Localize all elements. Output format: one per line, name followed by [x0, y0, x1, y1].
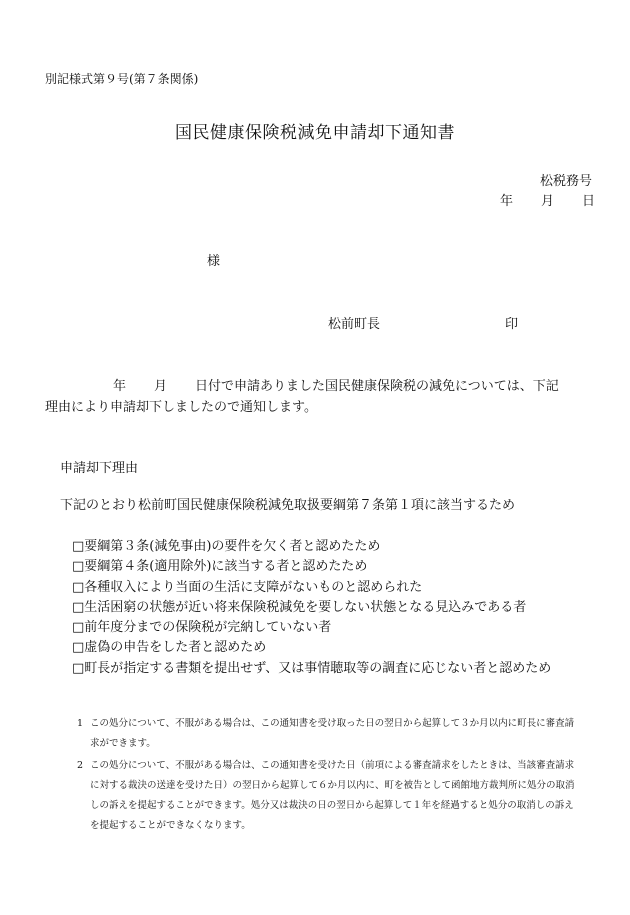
date-month-label: 月 — [541, 194, 555, 209]
reason-checkbox-item[interactable]: □前年度分までの保険税が完納していない者 — [72, 620, 332, 635]
reason-intro: 下記のとおり松前町国民健康保険税減免取扱要綱第７条第１項に該当するため — [60, 498, 516, 513]
note-number: 1 — [77, 718, 84, 729]
reason-heading: 申請却下理由 — [60, 461, 139, 476]
reason-checkbox-item[interactable]: □生活困窮の状態が近い将来保険税減免を要しない状態となる見込みである者 — [72, 600, 527, 615]
date-day-label: 日 — [582, 194, 596, 209]
body-year-label: 年 — [113, 379, 127, 394]
reason-checkbox-item[interactable]: □要綱第３条(減免事由)の要件を欠く者と認めたため — [72, 539, 381, 554]
reason-checkbox-item[interactable]: □要綱第４条(適用除外)に該当する者と認めたため — [72, 559, 368, 574]
body-text-line1: 日付で申請ありました国民健康保険税の減免については、下記 — [195, 379, 559, 394]
note-number: 2 — [77, 760, 84, 771]
sender-name: 松前町長 — [328, 317, 381, 332]
form-reference: 別記様式第９号(第７条関係) — [45, 72, 199, 86]
body-month-label: 月 — [154, 379, 168, 394]
body-text-line2: 理由により申請却下しましたので通知します。 — [45, 400, 317, 415]
date-year-label: 年 — [500, 194, 514, 209]
note-text: この処分について、不服がある場合は、この通知書を受けた日（前項による審査請求をしたときは、当該審査請求に対する裁決の送達を受けた日）の翌日から起算して６か月以内に、町を被告として函館地方裁判所に処分の取消しの訴えを提起することができます。処分又は裁決の日の翌日から起算して１年を経過すると処分の取消しの訴えを提起することができなくなります。 — [90, 760, 575, 831]
document-number: 松税務号 — [540, 174, 593, 189]
note-text: この処分について、不服がある場合は、この通知書を受け取った日の翌日から起算して３か月以内に町長に審査請求ができます。 — [90, 718, 575, 749]
reason-checkbox-item[interactable]: □虚偽の申告をした者と認めため — [72, 640, 267, 655]
reason-checkbox-item[interactable]: □各種収入により当面の生活に支障がないものと認められた — [72, 580, 423, 595]
reason-checkbox-item[interactable]: □町長が指定する書類を提出せず、又は事情聴取等の調査に応じない者と認めため — [72, 661, 552, 676]
document-title: 国民健康保険税減免申請却下通知書 — [175, 123, 455, 143]
addressee-suffix: 様 — [207, 254, 221, 269]
seal-mark: 印 — [505, 317, 519, 332]
